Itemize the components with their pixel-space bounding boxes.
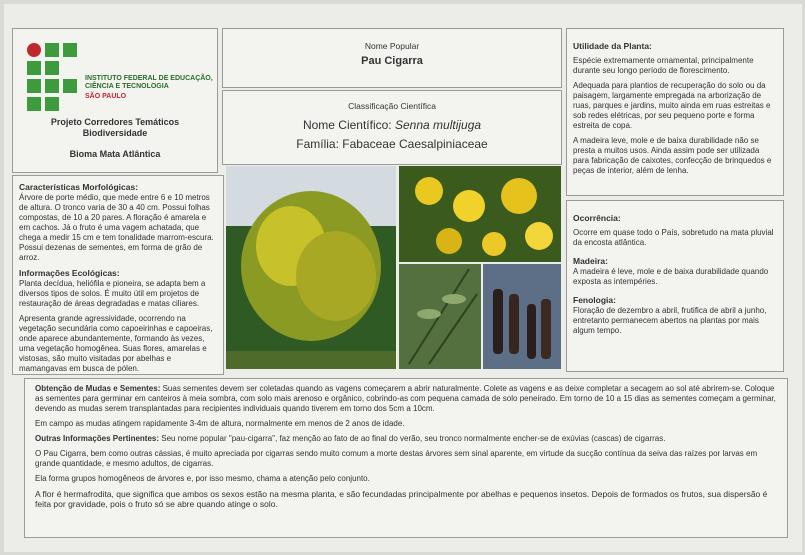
- project-title: Projeto Corredores Temáticos Biodiversidade Bioma Mata Atlântica: [50, 117, 180, 159]
- logo-red-circle: [27, 43, 41, 57]
- institute-name: INSTITUTO FEDERAL DE EDUCAÇÃO, CIÊNCIA E TECNOLOGIA: [85, 75, 213, 90]
- eco-text-2: Apresenta grande agressividade, ocorrendo na vegetação secundária como capoeirinhas e capoeiras, onde aparece abundantemente, formando às vezes, uma vegetação homogênea. Suas flores, amarelas e vistosas, são muito visitadas por abelhas e mamangavas em busca de pólen.: [19, 314, 213, 373]
- utility-text-1: Espécie extremamente ornamental, principalmente durante seu longo período de florescimento.: [573, 56, 754, 75]
- classification-panel: [222, 90, 562, 165]
- pods-illustration: [483, 264, 561, 369]
- classification-label: Classificação Científica: [348, 101, 436, 111]
- logo-panel: [12, 28, 218, 173]
- eco-title: Informações Ecológicas:: [19, 268, 120, 278]
- leaf-illustration: [399, 264, 481, 369]
- phenology-title: Fenologia:: [573, 295, 616, 305]
- utility-text-3: A madeira leve, mole e de baixa durabilidade não se presta a muitos usos. Ainda assim pode ser utilizada para fabricação de caixotes, confecção de brinquedos e peças de interior, além de lenha.: [573, 136, 772, 175]
- other-paragraph-4: A flor é hermafrodita, que significa que ambos os sexos estão na mesma planta, e são fecundadas principalmente por abelhas e pequenos insetos. Depois de formados os frutos, sua dispersão é feita por gravidade, pois o fruto só se abre quando atinge o solo.: [35, 489, 768, 509]
- institute-campus: SÃO PAULO: [85, 93, 127, 100]
- popular-name: Pau Cigarra: [361, 55, 423, 67]
- bottom-info-panel: [24, 378, 788, 538]
- occurrence-panel: [566, 200, 784, 372]
- occurrence-text: Ocorre em quase todo o País, sobretudo na mata pluvial da encosta atlântica.: [573, 228, 774, 247]
- popular-name-panel: [222, 28, 562, 88]
- occurrence-title: Ocorrência:: [573, 213, 621, 223]
- flower-illustration: [399, 166, 561, 262]
- wood-text: A madeira é leve, mole e de baixa durabilidade quando exposta as intempéries.: [573, 267, 769, 286]
- poster-sheet: [4, 4, 802, 552]
- pods-photo: [483, 264, 561, 369]
- eco-text-1: Planta decídua, heliófila e pioneira, se adapta bem a diversos tipos de solos. É muito útil em projetos de restauração de áreas degradadas e matas ciliares.: [19, 279, 206, 308]
- seed-paragraph-2: Em campo as mudas atingem rapidamente 3-4m de altura, normalmente em menos de 2 anos de idade.: [35, 419, 405, 428]
- left-info-panel: [12, 175, 224, 375]
- leaf-photo: [399, 264, 481, 369]
- morph-title: Características Morfológicas:: [19, 182, 139, 192]
- morph-text: Árvore de porte médio, que mede entre 6 e 10 metros de altura. O tronco varia de 30 a 40 cm. Possui folhas compostas, de 10 a 20 pares. A floração é amarela e em cachos. Já o fruto é uma vagem achatada, que chega a medir 15 cm e tem tonalidade marrom-escura. Possui dezenas de sementes, em forma de grão de arroz.: [19, 193, 214, 262]
- other-paragraph: Outras Informações Pertinentes: Seu nome popular "pau-cigarra", faz menção ao fato de ao final do verão, seu tronco normalmente encher-se de exúvias (cascas) de cigarras.: [35, 434, 666, 443]
- utility-title: Utilidade da Planta:: [573, 41, 652, 51]
- tree-illustration: [226, 166, 396, 369]
- other-paragraph-3: Ela forma grupos homogêneos de árvores e, por isso mesmo, chama a atenção pelo conjunto.: [35, 474, 370, 483]
- wood-title: Madeira:: [573, 256, 608, 266]
- seed-paragraph: Obtenção de Mudas e Sementes: Suas sementes devem ser coletadas quando as vagens começarem a abrir naturalmente. Colete as vagens e as deixe completar a secagem ao sol até abrirem-se. Coloque as sementes para germinar em canteiros à meia sombra, com solo mais arenoso e orgânico, cobrindo-as com pequena camada de solo peneirado. Em torno de 10 a 15 dias as sementes começam a germinar, devendo as mudas serem transplantadas para recipientes individuais quando tiverem em torno dos 5cm a 10cm.: [35, 384, 776, 413]
- scientific-name: Nome Científico: Senna multijuga: [302, 118, 482, 132]
- popular-label: Nome Popular: [364, 41, 420, 51]
- other-paragraph-2: O Pau Cigarra, bem como outras cássias, é muito apreciada por cigarras sendo muito comum a morte destas árvores sem sinal aparente, em virtude da sucção contínua da seiva das raízes por larvas em grande quantidade, e mesmo adultos, de cigarras.: [35, 449, 758, 468]
- flower-photo: [399, 166, 561, 262]
- utility-text-2: Adequada para plantios de recuperação do solo ou da paisagem, largamente empregada na arborização de ruas, parques e jardins, muito ainda em ruas estreitas e sob redes elétricas, por seu pequeno porte e forma estreita de copa.: [573, 81, 771, 130]
- utility-panel: [566, 28, 784, 196]
- tree-photo: [226, 166, 396, 369]
- institute-logo: [27, 43, 81, 113]
- phenology-text: Floração de dezembro a abril, frutifica de abril a junho, entretanto permanecem abertos na plantas por mais algum tempo.: [573, 306, 767, 335]
- family-name: Família: Fabaceae Caesalpiniaceae: [296, 137, 488, 151]
